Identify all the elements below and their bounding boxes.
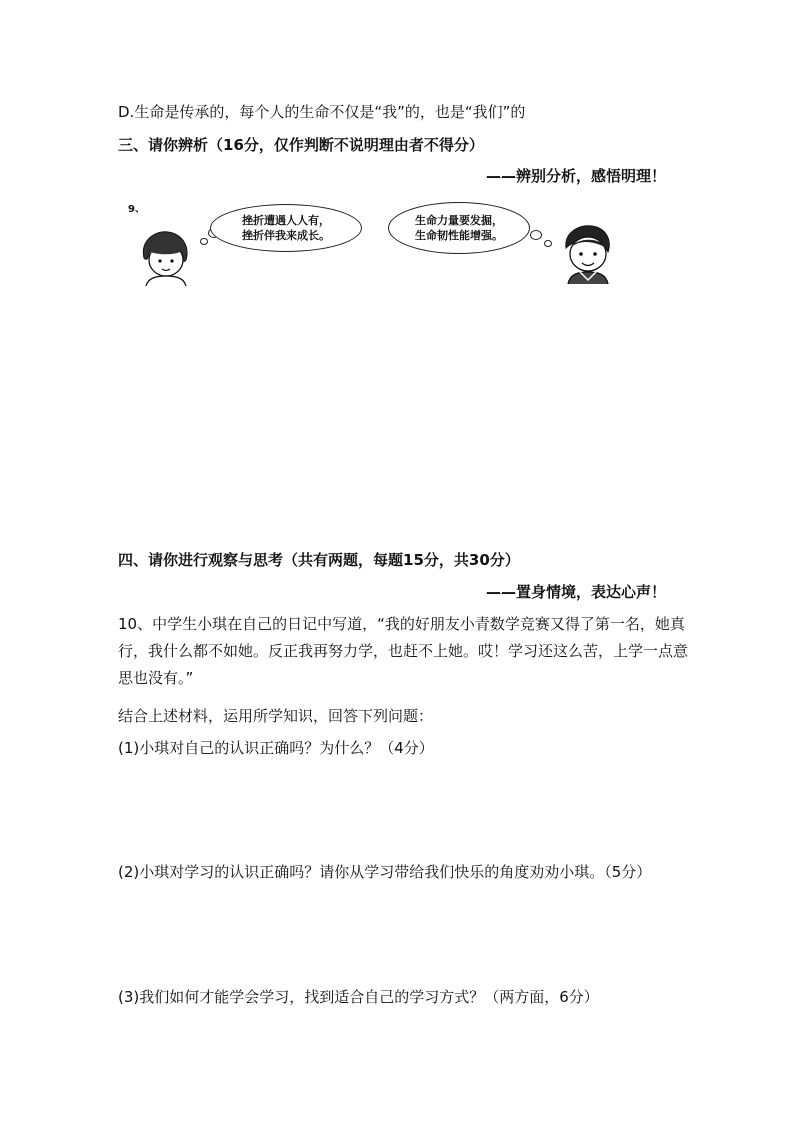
section4-title: 四、请你进行观察与思考（共有两题，每题15分，共30分） [118, 551, 520, 569]
boy-bubble-line-2: 生命韧性能增强。 [415, 229, 503, 242]
girl-bubble-line-1: 挫折遭遇人人有， [242, 214, 330, 227]
girl-speech-bubble [210, 204, 362, 252]
boy-speech-bubble [388, 202, 530, 254]
section3-motto: ——辨别分析，感悟明理！ [485, 167, 666, 185]
q10-sub3: (3)我们如何才能学会学习，找到适合自己的学习方式？（两方面，6分） [118, 988, 599, 1006]
q9-number: 9、 [128, 204, 145, 215]
boy-bubble-line-1: 生命力量要发掘， [415, 214, 503, 227]
q10-prompt: 结合上述材料，运用所学知识，回答下列问题： [118, 707, 434, 725]
section3-title: 三、请你辨析（16分，仅作判断不说明理由者不得分） [118, 136, 484, 154]
q10-stem: 10、中学生小琪在自己的日记中写道，“我的好朋友小青数学竞赛又得了第一名，她真行，我什么都不如她。反正我再努力学，也赶不上她。哎！学习还这么苦，上学一点意思也没有。” [118, 615, 689, 687]
girl-figure [134, 228, 196, 286]
option-d: D.生命是传承的，每个人的生命不仅是“我”的，也是“我们”的 [118, 103, 526, 121]
girl-thought-dot-small [200, 238, 208, 245]
boy-thought-dot-large [530, 230, 542, 240]
section4-motto: ——置身情境，表达心声！ [485, 583, 666, 601]
boy-thought-dot-small [544, 240, 552, 247]
girl-bubble-line-2: 挫折伴我来成长。 [242, 229, 330, 242]
q10-sub1: (1)小琪对自己的认识正确吗？为什么？（4分） [118, 739, 434, 757]
q10-sub2: (2)小琪对学习的认识正确吗？请你从学习带给我们快乐的角度劝劝小琪。（5分） [118, 863, 652, 881]
boy-figure [556, 222, 618, 284]
